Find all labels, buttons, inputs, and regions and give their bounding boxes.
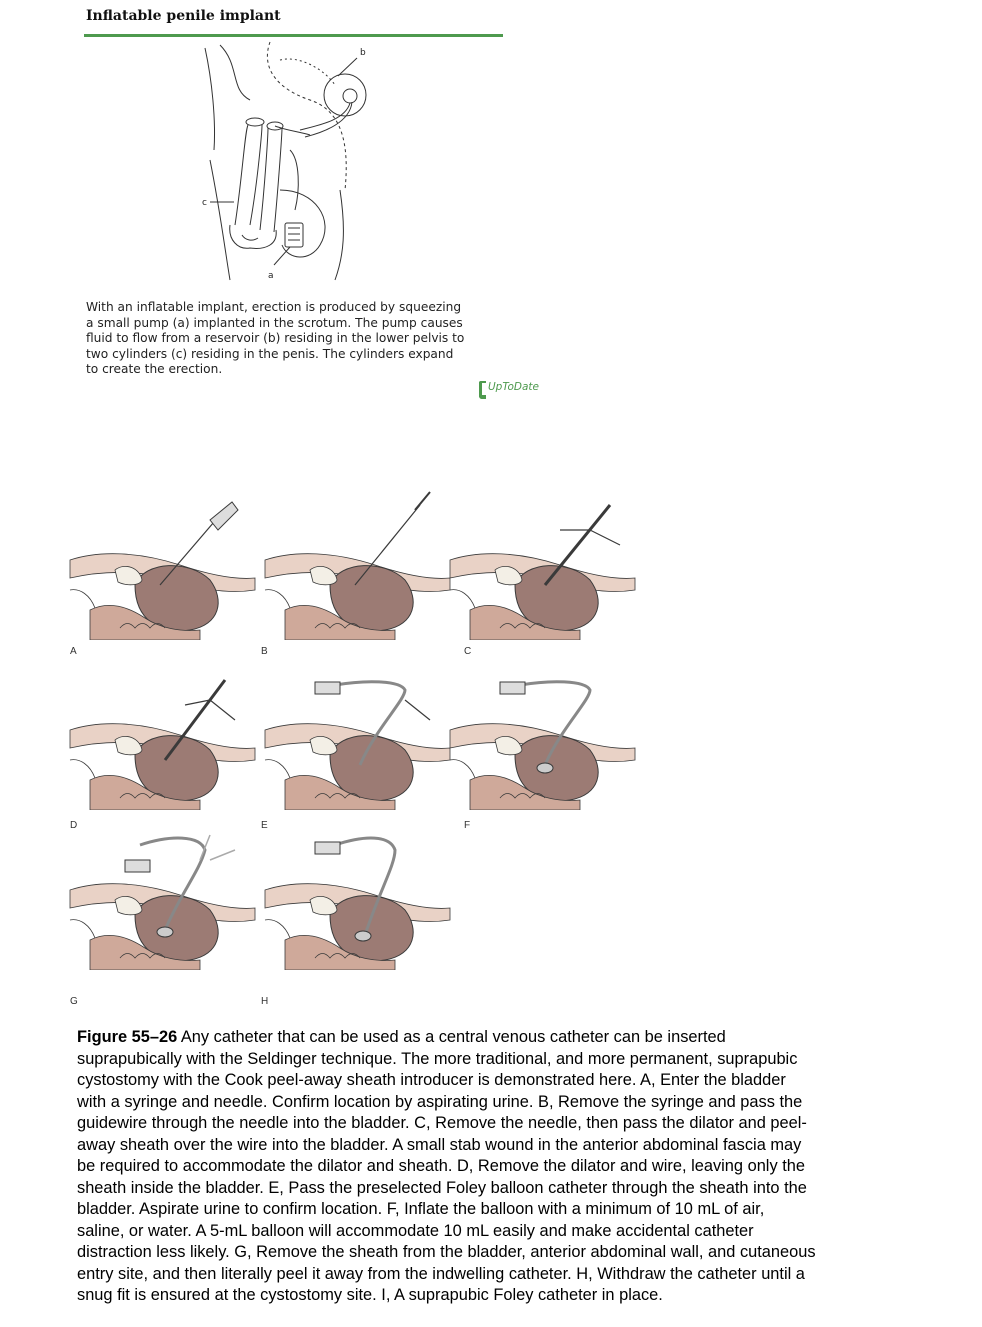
caption-line: with a syringe and needle. Confirm location by aspirating urine. B, Remove the syringe and pass the xyxy=(77,1092,803,1111)
logo-text: UpToDate xyxy=(488,381,539,393)
pelvis-cross-section xyxy=(255,490,455,640)
panel-label: C xyxy=(464,646,472,657)
panel-label: G xyxy=(70,996,78,1007)
figure-caption xyxy=(77,1027,937,1307)
label-b: b xyxy=(360,48,366,58)
figure-number: Figure 55–26 xyxy=(77,1028,178,1046)
pelvis-cross-section xyxy=(60,820,260,970)
pelvis-cross-section xyxy=(440,490,640,640)
pelvis-cross-section xyxy=(60,490,260,640)
logo-bracket-icon xyxy=(479,381,486,399)
label-a: a xyxy=(268,271,274,281)
caption-line: saline, or water. A 5-mL balloon will accommodate 10 mL easily and make accidental catheter xyxy=(77,1221,754,1240)
pelvis-cross-section xyxy=(440,660,640,810)
title-rule xyxy=(84,34,503,37)
caption-line: guidewire through the needle into the bladder. C, Remove the needle, then pass the dilator and peel- xyxy=(77,1114,807,1132)
panel-label: E xyxy=(261,820,268,831)
caption-line: suprapubically with the Seldinger technique. The more traditional, and more permanent, suprapubic xyxy=(77,1049,798,1068)
caption-line: entry site, and then literally peel it away from the indwelling catheter. H, Withdraw the catheter until a xyxy=(77,1264,805,1283)
caption-line: two cylinders (c) residing in the penis. The cylinders expand xyxy=(86,346,454,361)
caption-line xyxy=(77,1027,937,1049)
implant-title: Inflatable penile implant xyxy=(86,8,281,24)
caption-line: With an inflatable implant, erection is produced by squeezing xyxy=(86,300,462,314)
caption-line: cystostomy with the Cook peel-away sheath introducer is demonstrated here. A, Enter the bladder xyxy=(77,1071,786,1089)
caption-line: away sheath over the wire into the bladder. A small stab wound in the anterior abdominal fascia may xyxy=(77,1135,802,1154)
caption-line: distraction less likely. G, Remove the sheath from the bladder, anterior abdominal wall, and cutaneous xyxy=(77,1243,816,1261)
caption-line: to create the erection. xyxy=(86,362,223,377)
caption-line: be required to accommodate the dilator and sheath. D, Remove the dilator and wire, leaving only the xyxy=(77,1157,805,1175)
step-panel-f xyxy=(440,660,640,831)
panel-label: B xyxy=(261,646,268,657)
step-panel-h xyxy=(255,820,455,1007)
caption-line: bladder. Aspirate urine to confirm location. F, Inflate the balloon with a minimum of 10 mL of air, xyxy=(77,1200,765,1218)
step-panel-d xyxy=(60,660,260,831)
caption-line: sheath inside the bladder. E, Pass the preselected Foley balloon catheter through the sheath into the xyxy=(77,1178,807,1197)
caption-line: a small pump (a) implanted in the scrotum. The pump causes xyxy=(86,315,463,330)
step-panel-b xyxy=(255,490,455,657)
step-panel-e xyxy=(255,660,455,831)
caption-line: fluid to flow from a reservoir (b) residing in the lower pelvis to xyxy=(86,331,465,346)
step-panel-a xyxy=(60,490,260,657)
panel-label: F xyxy=(464,820,471,831)
uptodate-logo xyxy=(479,378,549,404)
implant-caption xyxy=(86,300,506,378)
caption-text: Any catheter that can be used as a central venous catheter can be inserted xyxy=(177,1028,726,1046)
label-c: c xyxy=(202,198,207,208)
panel-label: D xyxy=(70,820,78,831)
caption-line: snug fit is ensured at the cystostomy site. I, A suprapubic Foley catheter in place. xyxy=(77,1286,663,1304)
pelvis-cross-section xyxy=(60,660,260,810)
panel-label: A xyxy=(70,646,77,657)
penile-implant-illustration xyxy=(150,40,390,290)
step-panel-g xyxy=(60,820,260,1007)
panel-label: H xyxy=(261,996,269,1007)
step-panel-c xyxy=(440,490,640,657)
pelvis-cross-section xyxy=(255,660,455,810)
pelvis-cross-section xyxy=(255,820,455,970)
